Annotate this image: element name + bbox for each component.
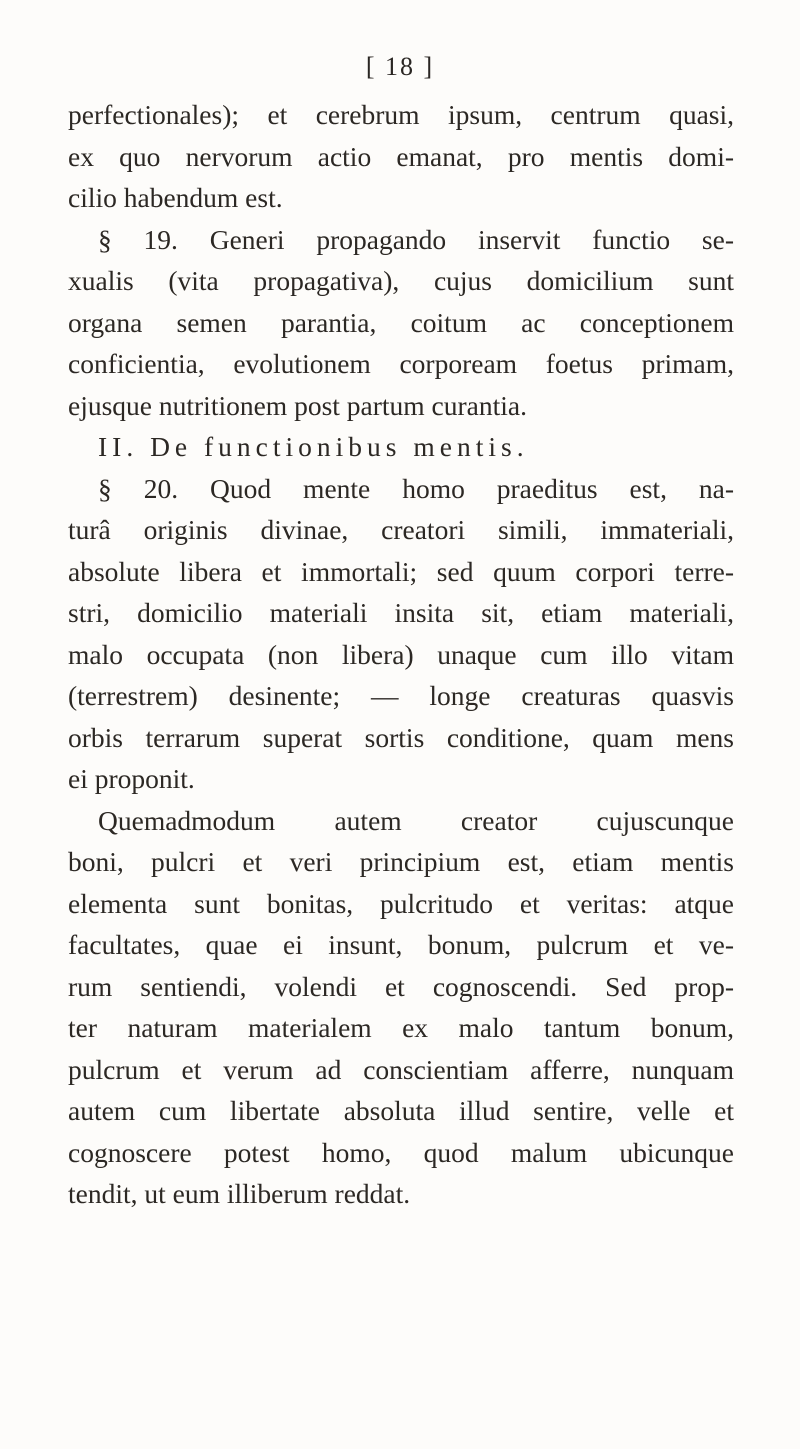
text-line: ex quo nervorum actio emanat, pro mentis domi-: [68, 140, 734, 172]
text-line: perfectionales); et cerebrum ipsum, centrum quasi,: [68, 99, 734, 130]
text-line: boni, pulcri et veri principium est, etiam mentis: [68, 846, 734, 877]
text-line: cognoscere potest homo, quod malum ubicunque: [68, 1136, 734, 1168]
section-heading: II. De functionibus mentis.: [98, 431, 529, 462]
text-line: tendit, ut eum illiberum reddat.: [68, 1178, 411, 1209]
text-line: elementa sunt bonitas, pulcritudo et veritas: atque: [68, 887, 734, 919]
text-line: ei proponit.: [68, 763, 195, 794]
text-line: ejusque nutritionem post partum curantia.: [68, 389, 527, 421]
text-line: cilio habendum est.: [68, 182, 283, 213]
section-20-first-line: § 20. Quod mente homo praeditus est, na-: [98, 472, 734, 504]
text-line: (terrestrem) desinente; — longe creaturas quasvis: [68, 680, 734, 711]
body-text: [68, 94, 734, 1215]
text-line: pulcrum et verum ad conscientiam afferre, nunquam: [68, 1053, 734, 1085]
text-line: organa semen parantia, coitum ac conceptionem: [68, 306, 734, 338]
text-line: absolute libera et immortali; sed quum corpori terre-: [68, 555, 734, 587]
text-line: malo occupata (non libera) unaque cum illo vitam: [68, 638, 734, 670]
paragraph-first-line: Quemadmodum autem creator cujuscunque: [98, 804, 734, 836]
page-number: [ 18 ]: [365, 52, 435, 81]
text-line: conficientia, evolutionem corpoream foetus primam,: [68, 348, 734, 379]
text-line: xualis (vita propagativa), cujus domicilium sunt: [68, 265, 734, 296]
text-line: turâ originis divinae, creatori simili, immateriali,: [68, 514, 734, 545]
text-line: autem cum libertate absoluta illud sentire, velle et: [68, 1095, 734, 1126]
text-line: facultates, quae ei insunt, bonum, pulcrum et ve-: [68, 929, 734, 960]
text-line: ter naturam materialem ex malo tantum bonum,: [68, 1012, 734, 1043]
text-line: orbis terrarum superat sortis conditione, quam mens: [68, 721, 734, 753]
text-line: stri, domicilio materiali insita sit, etiam materiali,: [68, 597, 734, 628]
section-19-first-line: § 19. Generi propagando inservit functio se-: [98, 223, 734, 255]
text-line: rum sentiendi, volendi et cognoscendi. Sed prop-: [68, 970, 734, 1002]
